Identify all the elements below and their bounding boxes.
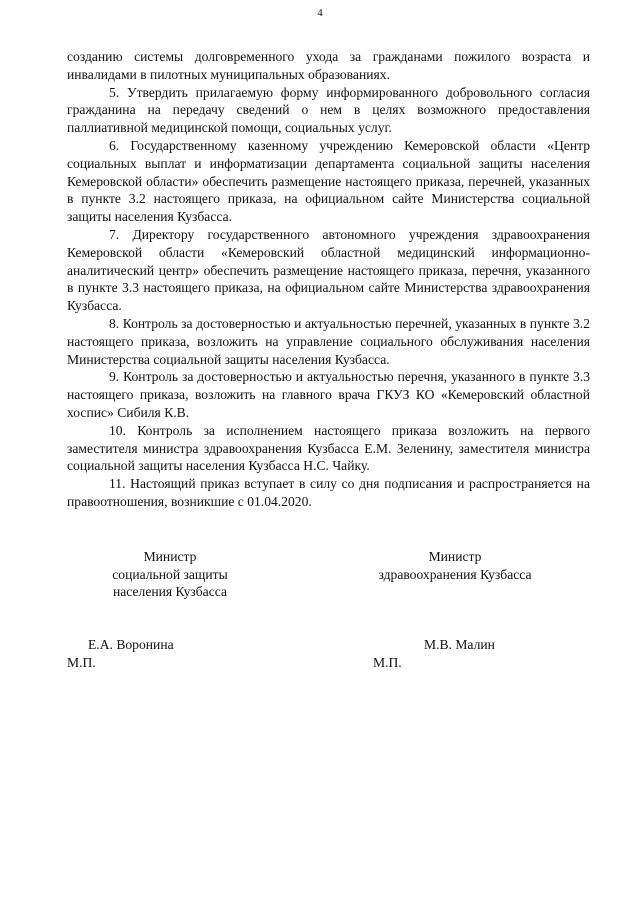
left-stamp-mark: М.П.	[67, 655, 96, 670]
document-body	[67, 48, 590, 511]
right-signatory-position: Министр	[428, 549, 482, 564]
left-signatory-position: Министр	[143, 549, 197, 564]
right-signatory-name: М.В. Малин	[424, 637, 495, 652]
signature-block-left	[85, 548, 255, 601]
paragraph-11: 11. Настоящий приказ вступает в силу со дня подписания и распространяется на правоотношения, возникшие с 01.04.2020.	[67, 476, 590, 509]
left-signatory-position-line3: населения Кузбасса	[113, 584, 227, 600]
paragraph-5: 5. Утвердить прилагаемую форму информированного добровольного согласия гражданина на передачу сведений о нем в целях возможного предоставления паллиативной медицинской помощи, социальных услуг.	[67, 84, 590, 136]
paragraph-7: 7. Директору государственного автономного учреждения здравоохранения Кемеровской области «Кемеровский областной медицинский информационно-аналитический центр» обеспечить размещение настоящего приказа, перечня, указанного в пункте 3.3 настоящего приказа, на официальном сайте Министерства здравоохранения Кузбасса.	[67, 226, 590, 314]
right-stamp-mark: М.П.	[373, 655, 402, 670]
page-number: 4	[317, 7, 323, 19]
paragraph-continuation: созданию системы долговременного ухода за гражданами пожилого возраста и инвалидами в пилотных муниципальных образованиях.	[67, 49, 590, 82]
paragraph-6: 6. Государственному казенному учреждению Кемеровской области «Центр социальных выплат и информатизации департамента социальной защиты населения Кемеровской области» обеспечить размещение настоящего приказа, перечней, указанных в пункте 3.2 настоящего приказа, на официальном сайте Министерства социальной защиты населения Кузбасса.	[67, 137, 590, 225]
paragraph-9: 9. Контроль за достоверностью и актуальностью перечня, указанного в пункте 3.3 настоящего приказа, возложить на главного врача ГКУЗ КО «Кемеровский областной хоспис» Сибиля К.В.	[67, 369, 590, 420]
left-signatory-name: Е.А. Воронина	[88, 637, 174, 652]
signature-block-right	[360, 548, 550, 583]
paragraph-10: 10. Контроль за исполнением настоящего приказа возложить на первого заместителя министра здравоохранения Кузбасса Е.М. Зеленину, заместителя министра социальной защиты населения Кузбасса Н.С. Чайку.	[67, 422, 590, 474]
right-signatory-position-line2: здравоохранения Кузбасса	[378, 566, 532, 582]
left-signatory-position-line2: социальной защиты	[112, 566, 228, 582]
paragraph-8: 8. Контроль за достоверностью и актуальностью перечней, указанных в пункте 3.2 настоящего приказа, возложить на управление социального обслуживания населения Министерства социальной защиты населения Кузбасса.	[67, 315, 590, 367]
